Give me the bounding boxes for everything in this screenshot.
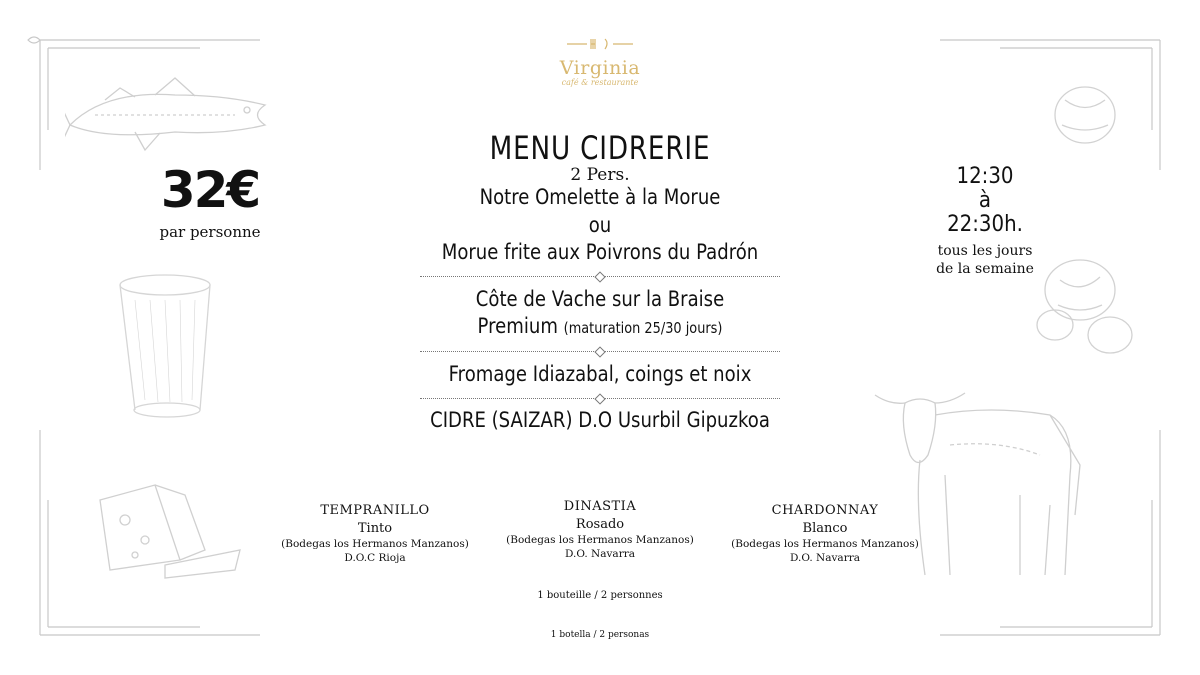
price-per-person: par personne <box>159 223 261 241</box>
hours-start: 12:30 <box>956 164 1014 189</box>
wine-color: Tinto <box>357 520 393 536</box>
cidre-line: CIDRE (SAIZAR) D.O Usurbil Gipuzkoa <box>430 408 770 433</box>
wine-item <box>720 502 930 565</box>
wine-origin: D.O. Navarra <box>790 552 860 565</box>
menu-title: MENU CIDRERIE <box>489 129 711 167</box>
starter-or: ou <box>588 212 612 237</box>
starter-option-1: Notre Omelette à la Morue <box>479 185 721 210</box>
starter-option-2: Morue frite aux Poivrons du Padrón <box>441 239 759 264</box>
wine-name: TEMPRANILLO <box>320 503 430 518</box>
price-block <box>130 161 290 241</box>
logo-name: Virginia <box>559 57 641 79</box>
cheese-course: Fromage Idiazabal, coings et noix <box>448 361 752 386</box>
hours-end: 22:30h. <box>947 212 1023 238</box>
cheese-illustration <box>95 480 245 580</box>
hours-separator: à <box>978 188 992 214</box>
glass-illustration <box>110 270 230 420</box>
restaurant-logo <box>540 36 660 87</box>
wine-list <box>270 499 930 565</box>
hours-days-line1: tous les jours <box>937 242 1033 259</box>
menu-content <box>380 129 820 433</box>
bottle-note-fr: 1 bouteille / 2 personnes <box>537 590 663 601</box>
wine-bodega: (Bodegas los Hermanos Manzanos) <box>731 538 919 551</box>
fish-illustration <box>65 70 275 160</box>
price-amount: 32€ <box>160 161 260 219</box>
main-course-premium: Premium <box>477 314 558 339</box>
main-course-note: (maturation 25/30 jours) <box>563 319 723 338</box>
main-course-line2 <box>411 313 789 340</box>
wine-color: Rosado <box>575 516 625 532</box>
wine-origin: D.O.C Rioja <box>344 552 406 565</box>
hours-days-line2: de la semaine <box>936 260 1034 277</box>
divider <box>420 272 780 282</box>
fork-knife-icon <box>565 37 635 51</box>
logo-subtitle: café & restaurante <box>561 78 639 87</box>
divider <box>420 394 780 404</box>
bottle-note-es: 1 botella / 2 personas <box>550 630 650 640</box>
wine-bodega: (Bodegas los Hermanos Manzanos) <box>281 538 469 551</box>
wine-item <box>495 498 705 565</box>
main-course-line1: Côte de Vache sur la Braise <box>475 287 725 312</box>
wine-bodega: (Bodegas los Hermanos Manzanos) <box>506 534 694 547</box>
wine-item <box>270 502 480 565</box>
divider <box>420 347 780 357</box>
wine-color: Blanco <box>802 520 848 536</box>
wine-name: CHARDONNAY <box>771 503 879 518</box>
opening-hours <box>910 165 1060 278</box>
wine-origin: D.O. Navarra <box>565 548 635 561</box>
wine-name: DINASTIA <box>563 499 637 514</box>
menu-persons: 2 Pers. <box>570 164 630 185</box>
